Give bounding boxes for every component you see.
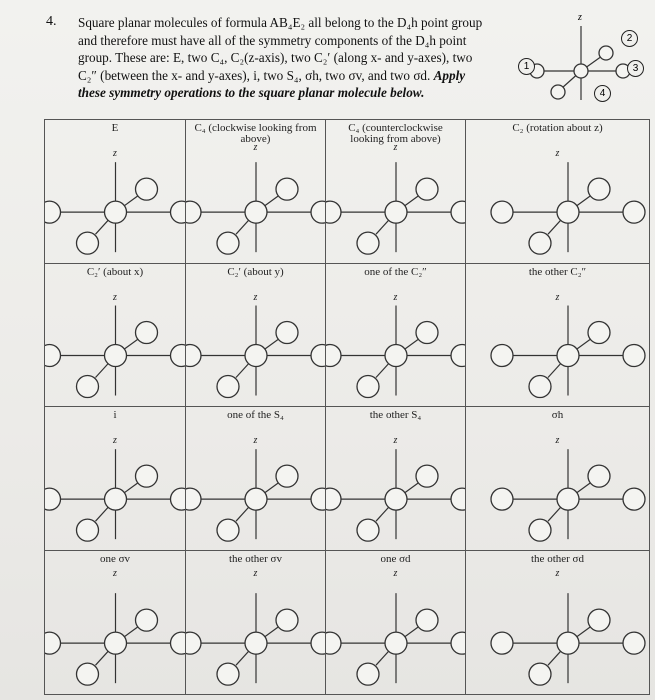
central-atom [105,345,127,367]
reference-molecule [518,8,643,108]
ligand-atom [357,663,379,685]
ligand-atom [217,232,239,254]
operation-label: the other σd [531,553,584,565]
z-axis-label: z [393,568,398,579]
operation-label: C₂′ (about y) [227,266,284,278]
ligand-atom [357,232,379,254]
ligand-atom [623,632,645,654]
ligand-atom [136,609,158,631]
z-axis-label: z [393,292,398,303]
ligand-atom [451,345,466,367]
ligand-atom [45,345,61,367]
instruction-line: these symmetry operations to the square planar molecule below. [78,85,425,100]
ligand-atom [217,663,239,685]
molecule-drawing [466,264,650,407]
ligand-atom [276,322,298,344]
operation-cell[interactable] [186,264,326,407]
ligand-atom [186,488,201,510]
operation-cell[interactable] [45,551,186,695]
ligand-atom [529,663,551,685]
apply-word: Apply [433,67,466,83]
operation-cell[interactable] [466,407,650,551]
molecule-drawing [466,407,650,551]
ligand-atom [416,465,438,487]
ligand-atom [529,232,551,254]
ligand-atom [451,488,466,510]
ligand-atom [45,488,61,510]
ligand-atom [217,376,239,398]
molecule-drawing [466,551,650,695]
ligand-atom [416,609,438,631]
operation-cell[interactable] [326,551,466,695]
ligand-atom [416,322,438,344]
marker-4: 4 [594,85,611,102]
molecule-drawing [466,120,650,264]
central-atom [245,201,267,223]
ligand-atom [171,201,187,223]
molecule-drawing [45,264,186,407]
operation-cell[interactable] [326,407,466,551]
ligand-atom [326,488,341,510]
z-axis-label: z [393,435,398,446]
question-text [78,14,518,102]
ligand-atom [311,345,326,367]
ligand-atom [326,345,341,367]
z-axis-label: z [113,568,117,579]
ligand-atom [186,632,201,654]
central-atom [105,632,127,654]
z-axis-label: z [253,568,258,579]
operation-label: C₄ (clockwise looking from above) [194,122,317,145]
z-axis-label: z [393,142,398,153]
ligand-atom [588,609,610,631]
ligand-atom [276,609,298,631]
ligand-atom [451,201,466,223]
molecule-drawing [45,551,186,695]
operation-label: one of the C₂″ [364,266,427,278]
ligand-atom [77,519,99,541]
ligand-atom [451,632,466,654]
ligand-atom [588,322,610,344]
symmetry-operations-grid [44,119,650,695]
ligand-atom [416,178,438,200]
central-atom [385,632,407,654]
molecule-drawing [326,407,466,551]
operation-cell[interactable] [466,264,650,407]
molecule-drawing [45,120,186,264]
z-axis-label: z [555,435,560,446]
operation-label: i [113,409,117,421]
ligand-atom [186,201,201,223]
marker-1: 1 [518,58,535,75]
operation-label: the other S₄ [369,409,422,421]
question-line-3: group. These are: E, two C₄, C₂(z-axis), two C₂′ (along x- and y-axes), two [78,50,473,65]
marker-2: 2 [621,30,638,47]
ligand-atom [45,632,61,654]
molecule-drawing [326,120,466,264]
z-axis-label: z [113,292,117,303]
ligand-atom [311,488,326,510]
ligand-atom [171,488,187,510]
central-atom [385,201,407,223]
molecule-drawing [326,551,466,695]
z-axis-label: z [253,142,258,153]
ligand-atom [491,632,513,654]
operation-cell[interactable] [326,264,466,407]
operation-label: one of the S₄ [227,409,284,421]
central-atom [557,345,579,367]
question-line-4-text: C₂″ (between the x- and y-axes), i, two S₄, σh, two σv, and two σd. [78,67,431,83]
reference-z-label: z [578,12,582,23]
z-axis-label: z [113,148,117,159]
ligand-atom [529,376,551,398]
question-line-1: Square planar molecules of formula AB₄E₂ all belong to the D₄h point group [78,15,483,30]
molecule-drawing [186,120,326,264]
ligand-atom [311,201,326,223]
ligand-atom [491,201,513,223]
ligand-atom [529,519,551,541]
molecule-drawing [186,407,326,551]
central-atom [245,488,267,510]
ligand-atom [491,488,513,510]
reference-molecule-drawing [518,8,643,108]
operation-cell[interactable] [45,407,186,551]
ligand-atom [77,232,99,254]
ligand-atom [588,178,610,200]
question-line-2: and therefore must have all of the symmetry components of the D₄h point [78,32,467,48]
ligand-atom [491,345,513,367]
central-atom [385,345,407,367]
molecule-drawing [326,264,466,407]
central-atom [557,201,579,223]
central-atom [245,345,267,367]
ligand-atom [136,465,158,487]
question-line-4 [78,67,518,85]
z-axis-label: z [555,148,560,159]
central-atom [385,488,407,510]
central-atom [105,488,127,510]
central-atom [557,632,579,654]
operation-cell[interactable] [186,120,326,264]
operation-cell[interactable] [186,407,326,551]
z-axis-label: z [555,568,560,579]
operation-label: E [111,122,119,134]
z-axis-label: z [253,435,258,446]
ligand-atom [623,201,645,223]
central-atom [557,488,579,510]
ligand-atom [623,345,645,367]
marker-3: 3 [627,60,644,77]
z-axis-label: z [113,435,117,446]
ligand-atom [623,488,645,510]
ligand-atom [45,201,61,223]
operation-cell[interactable] [45,120,186,264]
operation-label: C₂ (rotation about z) [512,122,603,134]
ligand-atom [186,345,201,367]
ligand-atom [217,519,239,541]
ligand-atom [136,178,158,200]
ligand-atom [326,201,341,223]
operation-label: C₄ (counterclockwise looking from above) [348,122,443,145]
ligand-atom [171,345,187,367]
operation-label: σh [551,409,564,421]
ligand-atom [326,632,341,654]
central-atom [245,632,267,654]
operation-cell[interactable] [466,120,650,264]
operation-label: C₂′ (about x) [86,266,144,278]
ligand-atom [276,178,298,200]
ligand-atom [311,632,326,654]
operation-cell[interactable] [326,120,466,264]
ligand-atom [588,465,610,487]
z-axis-label: z [253,292,258,303]
operation-cell[interactable] [186,551,326,695]
operation-cell[interactable] [45,264,186,407]
operation-label: one σd [380,553,411,565]
ligand-atom [171,632,187,654]
operation-label: one σv [99,553,131,565]
operation-cell[interactable] [466,551,650,695]
molecule-drawing [45,407,186,551]
ligand-atom [77,376,99,398]
operation-label: the other σv [229,553,282,565]
central-atom [105,201,127,223]
question-number: 4. [46,14,57,29]
ligand-atom [136,322,158,344]
ligand-atom [276,465,298,487]
ligand-atom [357,519,379,541]
z-axis-label: z [555,292,560,303]
molecule-drawing [186,551,326,695]
operation-label: the other C₂″ [528,266,587,278]
ligand-atom [357,376,379,398]
ligand-atom [77,663,99,685]
molecule-drawing [186,264,326,407]
